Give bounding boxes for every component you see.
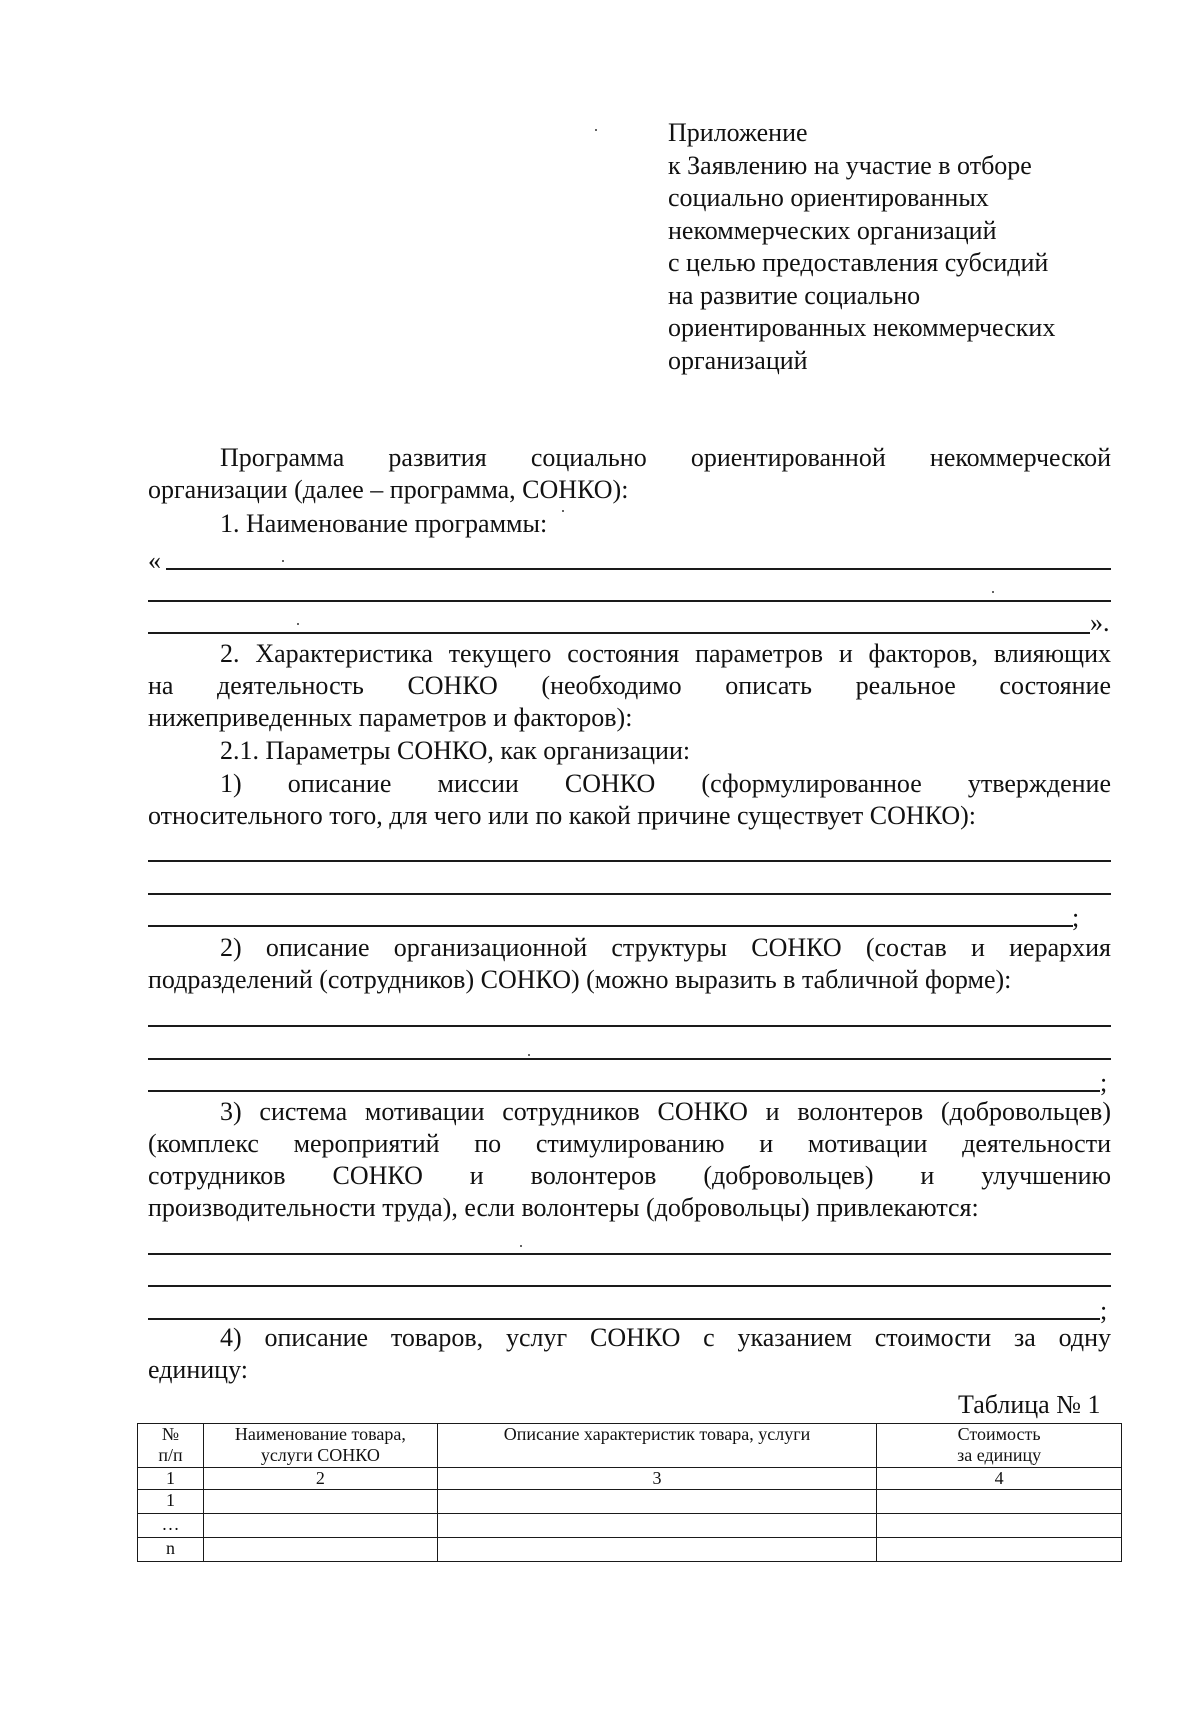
item-4-line: 4) описание товаров, услуг СОНКО с указанием стоимости за одну — [220, 1323, 1111, 1352]
table-caption: Таблица № 1 — [958, 1390, 1101, 1419]
section-2-line: на деятельность СОНКО (необходимо описать реальное состояние — [148, 671, 1111, 700]
motivation-field[interactable] — [148, 1318, 1100, 1320]
header-text: Описание характеристик товара, услуги — [503, 1424, 811, 1444]
open-quote: « — [148, 546, 161, 575]
table-cell[interactable] — [877, 1514, 1122, 1538]
table-cell[interactable] — [437, 1514, 876, 1538]
scan-speck — [520, 1245, 522, 1247]
header-cell-name — [203, 1424, 437, 1468]
table-cell[interactable] — [203, 1490, 437, 1514]
structure-field[interactable] — [148, 1090, 1100, 1092]
section-2-line: 2. Характеристика текущего состояния параметров и факторов, влияющих — [220, 639, 1111, 668]
table-row — [138, 1514, 1122, 1538]
section-2-line: нижеприведенных параметров и факторов): — [148, 703, 633, 732]
appendix-line: организаций — [668, 345, 808, 375]
header-text: № — [161, 1424, 180, 1444]
table-cell[interactable] — [203, 1514, 437, 1538]
item-3-line: производительности труда), если волонтеры (добровольцы) привлекаются: — [148, 1193, 979, 1222]
item-4-line: единицу: — [148, 1355, 248, 1384]
table-cell[interactable] — [877, 1538, 1122, 1562]
numbering-cell: 3 — [437, 1468, 876, 1490]
item-3-line: 3) система мотивации сотрудников СОНКО и волонтеров (добровольцев) — [220, 1097, 1111, 1126]
appendix-line: ориентированных некоммерческих — [668, 313, 1056, 342]
header-text: Стоимость — [957, 1424, 1041, 1444]
row-number-cell: n — [138, 1538, 204, 1562]
scan-speck — [528, 1054, 530, 1056]
mission-field[interactable] — [148, 925, 1073, 927]
item-2-line: подразделений (сотрудников) СОНКО) (можно выразить в табличной форме): — [148, 965, 1012, 994]
appendix-line: социально ориентированных — [668, 183, 989, 212]
numbering-cell: 1 — [138, 1468, 204, 1490]
item-1-line: относительного того, для чего или по какой причине существует СОНКО): — [148, 801, 977, 830]
header-text: услуги СОНКО — [260, 1445, 380, 1465]
table-row — [138, 1538, 1122, 1562]
header-cell-number — [138, 1424, 204, 1468]
appendix-header — [668, 117, 1108, 377]
appendix-line: с целью предоставления субсидий — [668, 248, 1049, 277]
item-3-line: сотрудников СОНКО и волонтеров (добровольцев) и улучшению — [148, 1161, 1111, 1190]
intro-line: организации (далее – программа, СОНКО): — [148, 475, 629, 504]
row-number-cell: … — [138, 1514, 204, 1538]
motivation-field[interactable] — [148, 1285, 1111, 1287]
intro-line: Программа развития социально ориентированной некоммерческой — [220, 443, 1111, 472]
numbering-cell: 4 — [877, 1468, 1122, 1490]
numbering-cell: 2 — [203, 1468, 437, 1490]
mission-field[interactable] — [148, 860, 1111, 862]
mission-field[interactable] — [148, 893, 1111, 895]
structure-field[interactable] — [148, 1025, 1111, 1027]
close-quote: ». — [1090, 608, 1110, 637]
appendix-line: на развитие социально — [668, 280, 921, 310]
appendix-line: к Заявлению на участие в отборе — [668, 150, 1032, 180]
appendix-line: Приложение — [668, 118, 808, 147]
goods-services-table — [137, 1423, 1122, 1562]
header-cell-price — [877, 1424, 1122, 1468]
semicolon: ; — [1072, 903, 1080, 932]
scan-speck — [992, 591, 994, 593]
header-text: Наименование товара, — [234, 1424, 406, 1444]
item-2-line: 2) описание организационной структуры СОНКО (состав и иерархия — [220, 933, 1111, 962]
program-name-field[interactable] — [148, 632, 1090, 634]
table-cell[interactable] — [877, 1490, 1122, 1514]
section-1-heading: 1. Наименование программы: — [220, 509, 548, 538]
table-cell[interactable] — [437, 1538, 876, 1562]
scan-speck — [562, 510, 564, 512]
item-1-line: 1) описание миссии СОНКО (сформулированное утверждение — [220, 769, 1111, 798]
scan-speck — [297, 623, 299, 625]
semicolon: ; — [1100, 1296, 1108, 1325]
table-numbering-row — [138, 1468, 1122, 1490]
appendix-line: некоммерческих организаций — [668, 215, 997, 245]
scan-speck — [595, 129, 597, 131]
header-text: п/п — [158, 1445, 183, 1465]
scan-speck — [282, 560, 284, 562]
item-3-line: (комплекс мероприятий по стимулированию и мотивации деятельности — [148, 1129, 1111, 1158]
header-cell-description — [437, 1424, 876, 1468]
header-text: за единицу — [957, 1445, 1042, 1465]
table-header-row — [138, 1424, 1122, 1468]
table-cell[interactable] — [203, 1538, 437, 1562]
program-name-field[interactable] — [148, 600, 1111, 602]
table-cell[interactable] — [437, 1490, 876, 1514]
row-number-cell: 1 — [138, 1490, 204, 1514]
table-row — [138, 1490, 1122, 1514]
section-2-1-heading: 2.1. Параметры СОНКО, как организации: — [220, 736, 691, 765]
motivation-field[interactable] — [148, 1253, 1111, 1255]
structure-field[interactable] — [148, 1058, 1111, 1060]
program-name-field[interactable] — [166, 568, 1111, 570]
semicolon: ; — [1100, 1068, 1108, 1097]
